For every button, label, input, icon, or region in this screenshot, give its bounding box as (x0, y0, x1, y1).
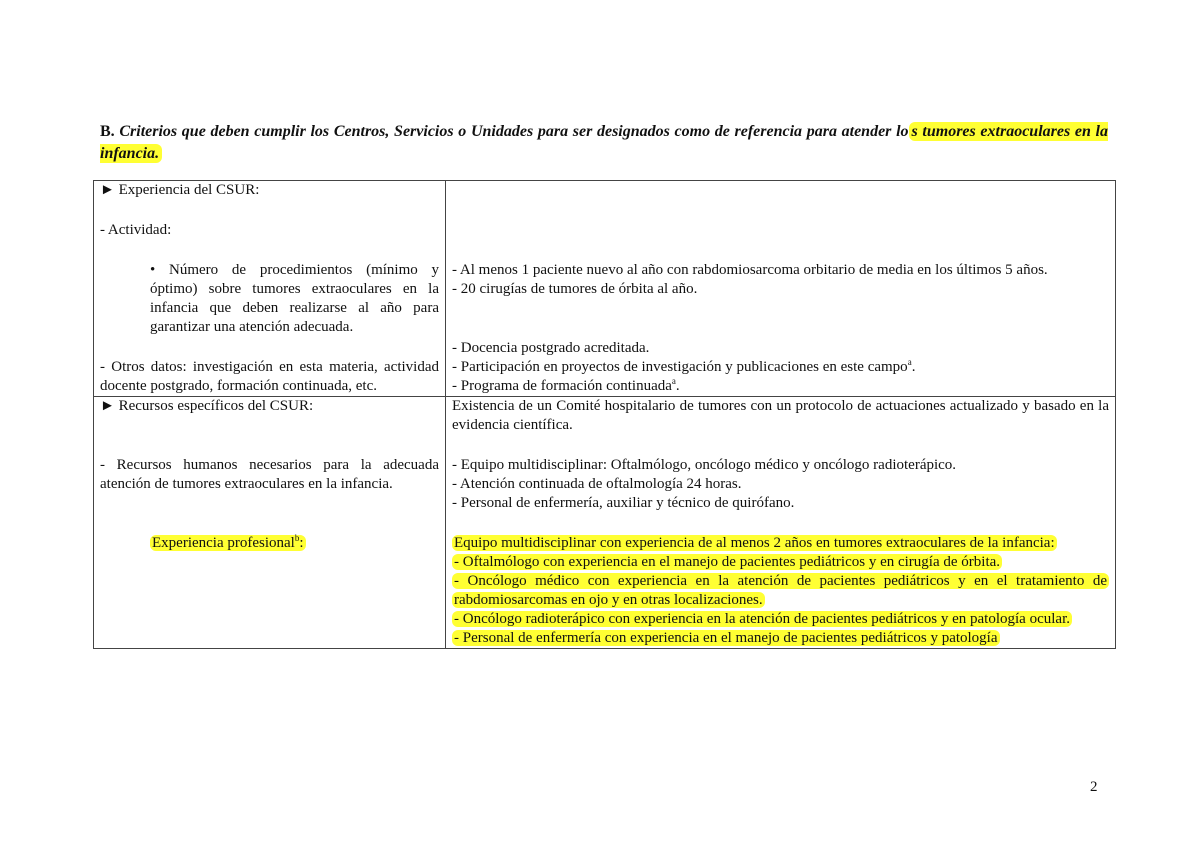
otros-item-3: - Programa de formación continuada$^a$. (452, 376, 680, 394)
heading-highlight: s tumores extraoculares en la infancia. (100, 123, 1108, 162)
otros-item-2: - Participación en proyectos de investigación y publicaciones en este campo$^a$. (452, 357, 916, 375)
cell-recursos-right (446, 397, 1116, 649)
footnote-a: a (907, 357, 912, 367)
experiencia-item-1: Equipo multidisciplinar con experiencia de al menos 2 años en tumores extraoculares de la infancia: (454, 535, 1055, 551)
procedimientos-text: • Número de procedimientos (mínimo y óptimo) sobre tumores extraoculares en la infancia que deben realizarse al año para garantizar una atención adecuada. (150, 262, 439, 335)
rrhh-item-3: - Personal de enfermería, auxiliar y técnico de quirófano. (452, 495, 795, 511)
otros-item-1: - Docencia postgrado acreditada. (452, 340, 650, 356)
experiencia-item-5: - Personal de enfermería con experiencia en el manejo de pacientes pediátricos y patología (454, 630, 998, 646)
experiencia-title: ► Experiencia del CSUR: (100, 182, 260, 198)
table-row-experiencia (94, 181, 1116, 397)
experiencia-profesional-label: Experiencia profesional$^b$: (152, 533, 304, 551)
experiencia-item-3: - Oncólogo médico con experiencia en la atención de pacientes pediátricos y en el tratamiento de rabdomiosarcomas en ojo y en otras localizaciones. (454, 573, 1107, 608)
comite-text: Existencia de un Comité hospitalario de tumores con un protocolo de actuaciones actualizado y basado en la evidencia científica. (452, 398, 1109, 433)
cell-experiencia-right (446, 181, 1116, 397)
rrhh-item-2: - Atención continuada de oftalmología 24 horas. (452, 476, 742, 492)
recursos-title: ► Recursos específicos del CSUR: (100, 398, 314, 414)
actividad-item-2: - 20 cirugías de tumores de órbita al año. (452, 281, 698, 297)
footnote-b: b (294, 533, 300, 543)
rrhh-item-1: - Equipo multidisciplinar: Oftalmólogo, oncólogo médico y oncólogo radioterápico. (452, 457, 957, 473)
heading-text-part1: Criterios que deben cumplir los Centros, Servicios o Unidades para ser designados como de referencia para atender lo (119, 123, 909, 140)
cell-recursos-left (94, 397, 446, 649)
experiencia-item-4: - Oncólogo radioterápico con experiencia en la atención de pacientes pediátricos y en patología ocular. (454, 611, 1070, 627)
section-heading (100, 121, 1108, 165)
heading-text (100, 122, 1108, 163)
actividad-item-1: - Al menos 1 paciente nuevo al año con rabdomiosarcoma orbitario de media en los últimos 5 años. (452, 262, 1048, 278)
cell-experiencia-left (94, 181, 446, 397)
footnote-a: a (671, 376, 676, 386)
section-label: B. (100, 123, 115, 140)
page-number: 2 (1090, 779, 1098, 795)
criteria-table (93, 180, 1116, 649)
experiencia-item-2: - Oftalmólogo con experiencia en el manejo de pacientes pediátricos y en cirugía de órbita. (454, 554, 1001, 570)
otros-datos-text: - Otros datos: investigación en esta materia, actividad docente postgrado, formación continuada, etc. (100, 359, 439, 394)
rrhh-text: - Recursos humanos necesarios para la adecuada atención de tumores extraoculares en la infancia. (100, 457, 439, 492)
actividad-label: - Actividad: (100, 222, 172, 238)
table-row-recursos (94, 397, 1116, 649)
